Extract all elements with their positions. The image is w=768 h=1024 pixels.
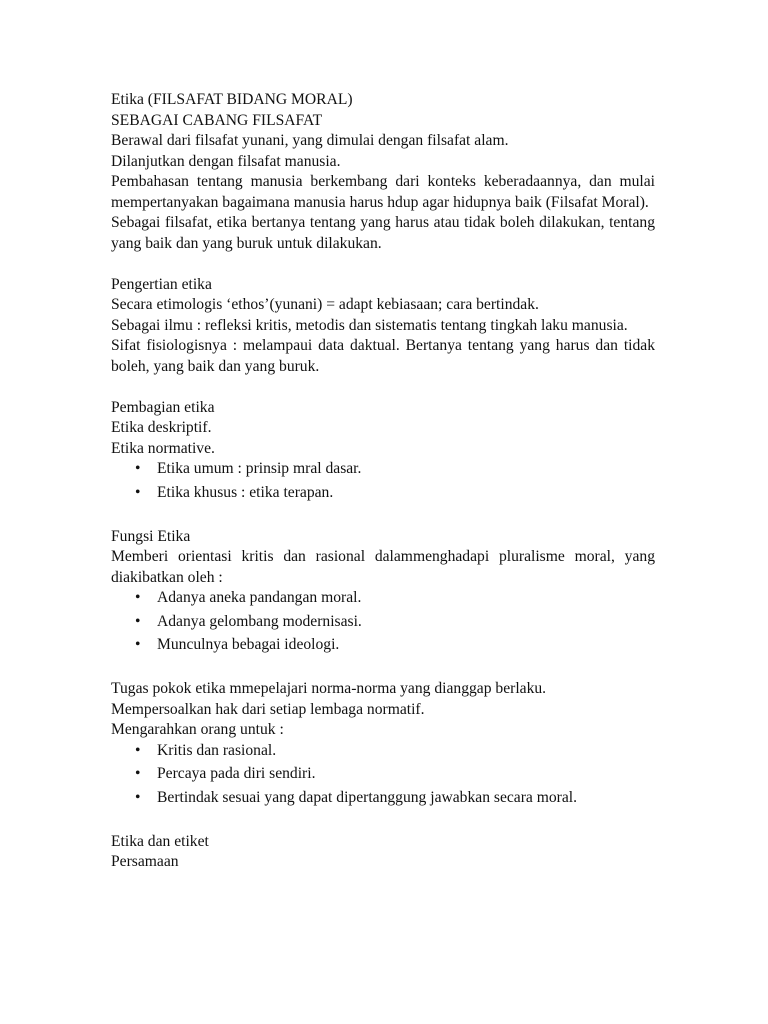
section-heading-etiket: Etika dan etiket bbox=[111, 832, 209, 850]
list-item: • Percaya pada diri sendiri. bbox=[111, 764, 655, 785]
fungsi-bullet-list bbox=[111, 588, 655, 656]
spacer bbox=[111, 506, 655, 527]
spacer bbox=[111, 377, 655, 398]
pembagian-bullet-list bbox=[111, 459, 655, 503]
document-title: Etika (FILSAFAT BIDANG MORAL) bbox=[111, 91, 353, 108]
spacer bbox=[111, 811, 655, 832]
list-item: • Kritis dan rasional. bbox=[111, 741, 655, 762]
pembagian-line-2: Etika normative. bbox=[111, 439, 215, 457]
list-item: • Adanya aneka pandangan moral. bbox=[111, 588, 655, 609]
section-heading-fungsi: Fungsi Etika bbox=[111, 527, 191, 545]
tugas-line-2: Mempersoalkan hak dari setiap lembaga normatif. bbox=[111, 700, 425, 718]
fungsi-paragraph: Memberi orientasi kritis dan rasional dalammenghadapi pluralisme moral, yang diakibatkan oleh : bbox=[111, 548, 655, 586]
pembagian-line-1: Etika deskriptif. bbox=[111, 419, 212, 436]
etiket-subheading: Persamaan bbox=[111, 853, 179, 870]
intro-line-2: Dilanjutkan dengan filsafat manusia. bbox=[111, 152, 341, 170]
list-item: • Bertindak sesuai yang dapat dipertanggung jawabkan secara moral. bbox=[111, 788, 655, 809]
tugas-line-3: Mengarahkan orang untuk : bbox=[111, 721, 284, 738]
list-item: • Etika umum : prinsip mral dasar. bbox=[111, 459, 655, 480]
pengertian-line-3: Sifat fisiologisnya : melampaui data daktual. Bertanya tentang yang harus dan tidak boleh, yang baik dan yang buruk. bbox=[111, 337, 655, 375]
tugas-bullet-list bbox=[111, 741, 655, 809]
intro-paragraph-3: Pembahasan tentang manusia berkembang dari konteks keberadaannya, dan mulai mempertanyakan bagaimana manusia harus hdup agar hidupnya baik (Filsafat Moral). bbox=[111, 173, 655, 211]
document-subtitle: SEBAGAI CABANG FILSAFAT bbox=[111, 111, 323, 129]
pengertian-line-2: Sebagai ilmu : refleksi kritis, metodis dan sistematis tentang tingkah laku manusia. bbox=[111, 316, 628, 334]
list-item: • Adanya gelombang modernisasi. bbox=[111, 612, 655, 633]
document-page bbox=[111, 90, 655, 873]
list-item: • Munculnya bebagai ideologi. bbox=[111, 635, 655, 656]
spacer bbox=[111, 659, 655, 680]
section-heading-pembagian: Pembagian etika bbox=[111, 398, 215, 416]
spacer bbox=[111, 254, 655, 275]
intro-line-1: Berawal dari filsafat yunani, yang dimulai dengan filsafat alam. bbox=[111, 132, 509, 149]
section-heading-pengertian: Pengertian etika bbox=[111, 275, 212, 293]
pengertian-line-1: Secara etimologis ‘ethos’(yunani) = adapt kebiasaan; cara bertindak. bbox=[111, 296, 539, 313]
tugas-line-1: Tugas pokok etika mmepelajari norma-norma yang dianggap berlaku. bbox=[111, 680, 547, 697]
list-item: • Etika khusus : etika terapan. bbox=[111, 483, 655, 504]
intro-paragraph-4: Sebagai filsafat, etika bertanya tentang yang harus atau tidak boleh dilakukan, tentang yang baik dan yang buruk untuk dilakukan. bbox=[111, 214, 655, 252]
